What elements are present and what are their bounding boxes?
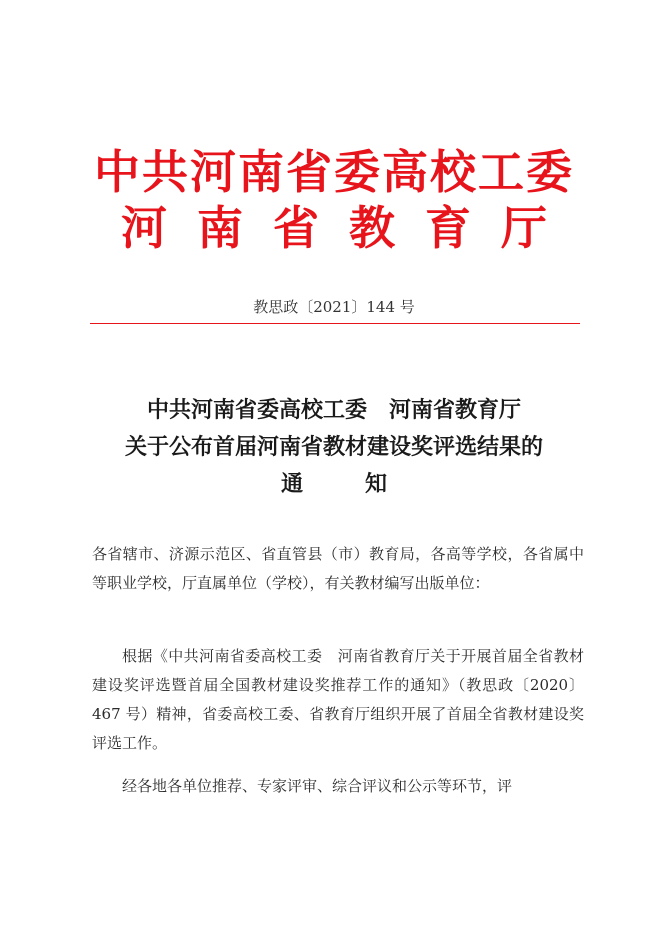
paragraph-2: 经各地各单位推荐、专家评审、综合评议和公示等环节，评 (122, 777, 513, 795)
paragraph-1: 根据《中共河南省委高校工委 河南省教育厅关于开展首届全省教材建设奖评选暨首届全国教材建设奖推荐工作的通知》（教思政〔2020〕467 号）精神，省委高校工委、省教育厅组织开展了首届全省教材建设奖评选工作。 (92, 647, 584, 752)
document-number: 教思政〔2021〕144 号 (253, 298, 415, 316)
title-line-2: 关于公布首届河南省教材建设奖评选结果的 (124, 434, 543, 460)
title-line-1: 中共河南省委高校工委 河南省教育厅 (146, 397, 521, 423)
addressee: 各省辖市、济源示范区、省直管县（市）教育局，各高等学校，各省属中等职业学校，厅直属单位（学校），有关教材编写出版单位： (92, 545, 584, 592)
issuer-line-1: 中共河南省委高校工委 (94, 145, 574, 199)
red-divider (90, 323, 580, 324)
issuer-line-2: 河南省教育厅 (121, 201, 577, 255)
title-line-3: 通知 (280, 471, 449, 497)
